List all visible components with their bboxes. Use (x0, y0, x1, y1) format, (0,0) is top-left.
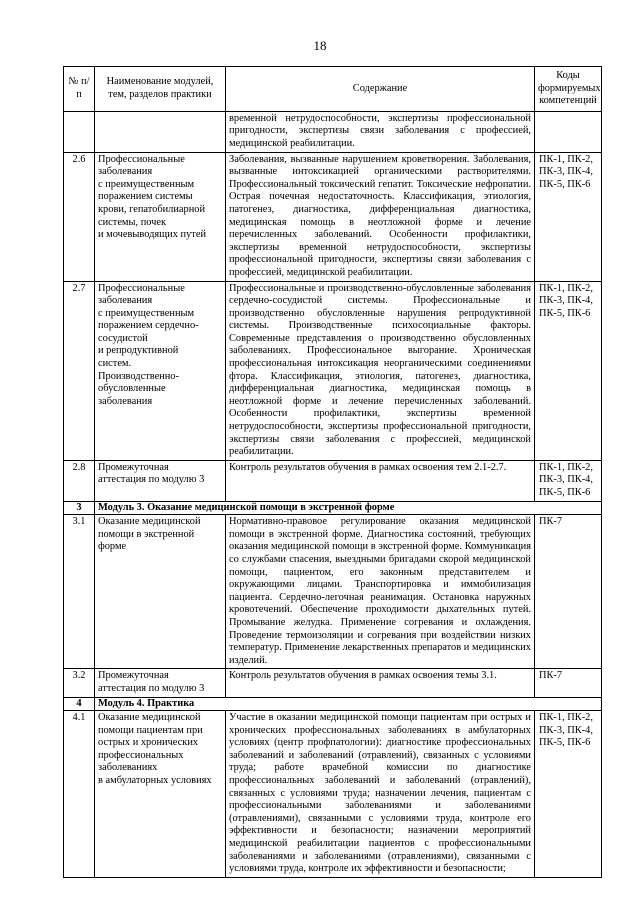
module-title: Модуль 3. Оказание медицинской помощи в экстренной форме (95, 501, 602, 515)
competency-code-line: ПК-7 (539, 670, 563, 682)
row-competency-codes (535, 711, 602, 878)
row-number: 2.8 (64, 460, 95, 501)
row-number: 2.6 (64, 152, 95, 281)
topic-name-line: Промежуточная (98, 461, 169, 473)
topic-name-line: и репродуктивной (98, 345, 179, 357)
topic-name-line: помощи в экстренной (98, 528, 195, 540)
topic-name-line: Промежуточная (98, 670, 169, 682)
competency-code-line: ПК-1, ПК-2, (539, 153, 593, 165)
row-content: временной нетрудоспособности, экспертизы профессиональной пригодности, экспертизы связи заболевания с профессией, медицинской реабилитации. (226, 111, 535, 152)
competency-code-line: ПК-5, ПК-6 (539, 178, 591, 190)
topic-name-line: аттестация по модулю 3 (98, 474, 205, 486)
topic-name-line: сосудистой (98, 332, 148, 344)
topic-name-line: форме (98, 541, 127, 553)
topic-name-line: аттестация по модулю 3 (98, 682, 205, 694)
competency-code-line: ПК-1, ПК-2, (539, 461, 593, 473)
module-row (64, 697, 602, 711)
row-topic-name (95, 111, 226, 152)
row-competency-codes (535, 460, 602, 501)
row-content: Участие в оказании медицинской помощи пациентам при острых и хронических профессиональных заболеваниях в амбулаторных условиях (центр профпатологии): диагностике профессиональных заболеваний и заболеваний (отравлений), связанных с условиями труда; работе врачебной комиссии по диагностике профессиональных заболеваний и заболеваний (отравлений), связанных с условиями труда; назначении лечения, пациентам с профессиональными заболеваниями и заболеваниями (отравлениями), связанными с условиями труда, контроле его эффективности и безопасности; назначении мероприятий медицинской реабилитации пациентов с профессиональными заболеваниями и заболеваниями (отравлениями), связанными с условиями труда, контроле их эффективности и безопасности; (226, 711, 535, 878)
row-topic-name (95, 669, 226, 697)
competency-code-line: ПК-3, ПК-4, (539, 474, 593, 486)
module-title: Модуль 4. Практика (95, 697, 602, 711)
row-number: 3.2 (64, 669, 95, 697)
table-row (64, 111, 602, 152)
curriculum-table (63, 66, 602, 878)
competency-code-line: ПК-5, ПК-6 (539, 737, 591, 749)
header-content: Содержание (226, 67, 535, 112)
topic-name-line: систем. (98, 358, 132, 370)
table-row (64, 515, 602, 669)
topic-name-line: системы, почек (98, 216, 167, 228)
topic-name-line: Профессиональные (98, 282, 185, 294)
row-number: 2.7 (64, 281, 95, 460)
row-competency-codes (535, 281, 602, 460)
topic-name-line: Производственно- (98, 370, 179, 382)
header-codes: Коды формируемых компетенций (535, 67, 602, 112)
topic-name-line: заболевания (98, 166, 153, 178)
topic-name-line: с преимущественным (98, 307, 195, 319)
header-num: № п/п (64, 67, 95, 112)
row-topic-name (95, 281, 226, 460)
topic-name-line: обусловленные (98, 383, 166, 395)
topic-name-line: поражением системы (98, 191, 193, 203)
table-row (64, 460, 602, 501)
module-number: 4 (64, 697, 95, 711)
row-content: Нормативно-правовое регулирование оказания медицинской помощи в экстренной форме. Диагностика состояний, требующих оказания медицинской помощи в экстренной форме. Коммуникация со службами спасения, выездными бригадами скорой медицинской помощи, пациентом, его законным представителем и окружающими лицами. Транспортировка и иммобилизация пациента. Сердечно-легочная реанимация. Остановка наружных кровотечений. Обеспечение проходимости дыхательных путей. Промывание желудка. Применение согревания и охлаждения. Проведение термоизоляции и согревания при воздействии низких температур. Применение лекарственных препаратов и медицинских изделий. (226, 515, 535, 669)
competency-code-line: ПК-3, ПК-4, (539, 295, 593, 307)
table-row (64, 152, 602, 281)
table-row (64, 711, 602, 878)
row-topic-name (95, 515, 226, 669)
row-number: 3.1 (64, 515, 95, 669)
topic-name-line: заболеваниях (98, 762, 158, 774)
row-competency-codes (535, 669, 602, 697)
row-topic-name (95, 460, 226, 501)
topic-name-line: поражением сердечно- (98, 320, 199, 332)
row-content: Контроль результатов обучения в рамках освоения темы 3.1. (226, 669, 535, 697)
header-name: Наименование модулей, тем, разделов практики (95, 67, 226, 112)
page-number: 18 (313, 38, 327, 53)
competency-code-line: ПК-5, ПК-6 (539, 307, 591, 319)
row-content: Заболевания, вызванные нарушением кроветворения. Заболевания, вызванные интоксикацией органическими растворителями. Профессиональный токсический гепатит. Токсические нефропатии. Острая почечная недостаточность. Классификация, этиология, патогенез, диагностика, дифференциальная диагностика, медицинская помощь в неотложной форме и лечение перечисленных заболеваний. Особенности профилактики, экспертизы временной нетрудоспособности, экспертизы профессиональной пригодности, экспертизы связи заболевания с профессией, медицинской реабилитации. (226, 152, 535, 281)
topic-name-line: острых и хронических (98, 737, 199, 749)
topic-name-line: с преимущественным (98, 178, 195, 190)
table-header-row (64, 67, 602, 112)
topic-name-line: в амбулаторных условиях (98, 775, 212, 787)
topic-name-line: помощи пациентам при (98, 724, 203, 736)
competency-code-line: ПК-3, ПК-4, (539, 166, 593, 178)
row-competency-codes (535, 515, 602, 669)
topic-name-line: заболевания (98, 295, 153, 307)
row-topic-name (95, 711, 226, 878)
row-content: Контроль результатов обучения в рамках освоения тем 2.1-2.7. (226, 460, 535, 501)
topic-name-line: профессиональных (98, 749, 184, 761)
row-number (64, 111, 95, 152)
topic-name-line: Оказание медицинской (98, 516, 201, 528)
competency-code-line: ПК-5, ПК-6 (539, 487, 591, 498)
module-number: 3 (64, 501, 95, 515)
topic-name-line: Оказание медицинской (98, 712, 201, 724)
competency-code-line: ПК-7 (539, 516, 563, 528)
table-body (64, 111, 602, 877)
competency-code-line: ПК-3, ПК-4, (539, 724, 593, 736)
table-row (64, 281, 602, 460)
topic-name-line: крови, гепатобилиарной (98, 203, 206, 215)
topic-name-line: Профессиональные (98, 153, 185, 165)
module-row (64, 501, 602, 515)
topic-name-line: заболевания (98, 395, 153, 407)
row-topic-name (95, 152, 226, 281)
row-competency-codes (535, 111, 602, 152)
topic-name-line: и мочевыводящих путей (98, 229, 207, 241)
row-number: 4.1 (64, 711, 95, 878)
table-row (64, 669, 602, 697)
row-competency-codes (535, 152, 602, 281)
row-content: Профессиональные и производственно-обусловленные заболевания сердечно-сосудистой системы. Профессиональные и производственно обусловленные нарушения репродуктивной системы. Производственные психосоциальные факторы. Современные представления о производственно обусловленных заболеваниях. Профессиональное выгорание. Хроническая профессиональная интоксикация неорганическими соединениями фтора. Классификация, этиология, патогенез, диагностика, дифференциальная диагностика, медицинская помощь в неотложной форме и лечение перечисленных заболеваний. Особенности профилактики, экспертизы временной нетрудоспособности, экспертизы профессиональной пригодности, экспертизы связи заболевания с профессией, медицинской реабилитации. (226, 281, 535, 460)
competency-code-line: ПК-1, ПК-2, (539, 712, 593, 724)
competency-code-line: ПК-1, ПК-2, (539, 282, 593, 294)
